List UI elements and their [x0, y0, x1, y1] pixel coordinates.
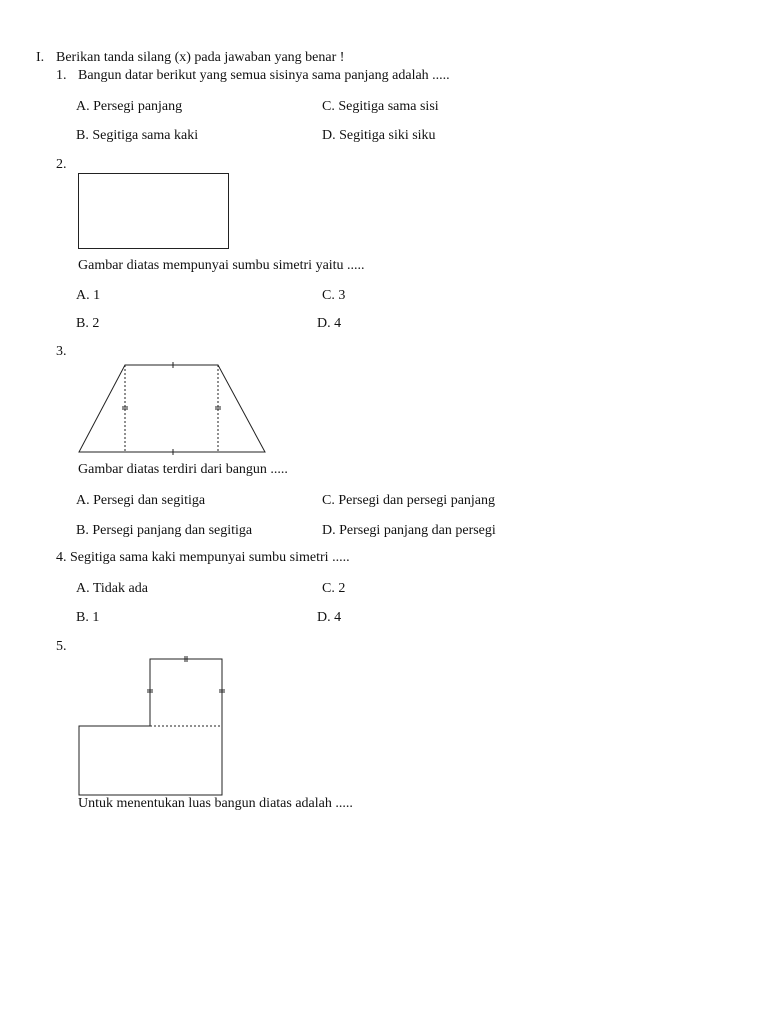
- q4-option-a[interactable]: A. Tidak ada: [76, 581, 148, 596]
- q2-option-a[interactable]: A. 1: [76, 288, 101, 303]
- q1-number: 1.: [56, 68, 67, 83]
- q4-option-c[interactable]: C. 2: [322, 581, 346, 596]
- q5-composite-figure: [78, 655, 226, 797]
- q3-text: Gambar diatas terdiri dari bangun .....: [78, 462, 288, 477]
- q5-number: 5.: [56, 639, 67, 654]
- q4-text: 4. Segitiga sama kaki mempunyai sumbu simetri .....: [56, 550, 350, 565]
- q1-option-a[interactable]: A. Persegi panjang: [76, 99, 183, 114]
- q1-text: Bangun datar berikut yang semua sisinya sama panjang adalah .....: [78, 68, 450, 83]
- q2-text: Gambar diatas mempunyai sumbu simetri yaitu .....: [78, 258, 365, 273]
- q3-option-b[interactable]: B. Persegi panjang dan segitiga: [76, 523, 253, 538]
- section-number: I.: [36, 50, 45, 65]
- q4-option-b[interactable]: B. 1: [76, 610, 100, 625]
- q3-trapezoid-figure: [78, 360, 268, 455]
- q3-number: 3.: [56, 344, 67, 359]
- rectangle-shape: [79, 174, 229, 249]
- q2-rectangle-figure: [78, 173, 230, 250]
- composite-outline: [79, 659, 222, 795]
- q2-number: 2.: [56, 157, 67, 172]
- q5-text: Untuk menentukan luas bangun diatas adalah .....: [78, 796, 353, 811]
- trapezoid-shape: [79, 365, 265, 452]
- q4-option-d[interactable]: D. 4: [317, 610, 342, 625]
- q1-option-b[interactable]: B. Segitiga sama kaki: [76, 128, 199, 143]
- q2-option-b[interactable]: B. 2: [76, 316, 100, 331]
- q3-option-a[interactable]: A. Persegi dan segitiga: [76, 493, 206, 508]
- q2-option-c[interactable]: C. 3: [322, 288, 346, 303]
- section-instruction: Berikan tanda silang (x) pada jawaban yang benar !: [56, 50, 345, 65]
- q3-option-d[interactable]: D. Persegi panjang dan persegi: [322, 523, 496, 538]
- q1-option-d[interactable]: D. Segitiga siki siku: [322, 128, 436, 143]
- q2-option-d[interactable]: D. 4: [317, 316, 342, 331]
- q1-option-c[interactable]: C. Segitiga sama sisi: [322, 99, 439, 114]
- q3-option-c[interactable]: C. Persegi dan persegi panjang: [322, 493, 496, 508]
